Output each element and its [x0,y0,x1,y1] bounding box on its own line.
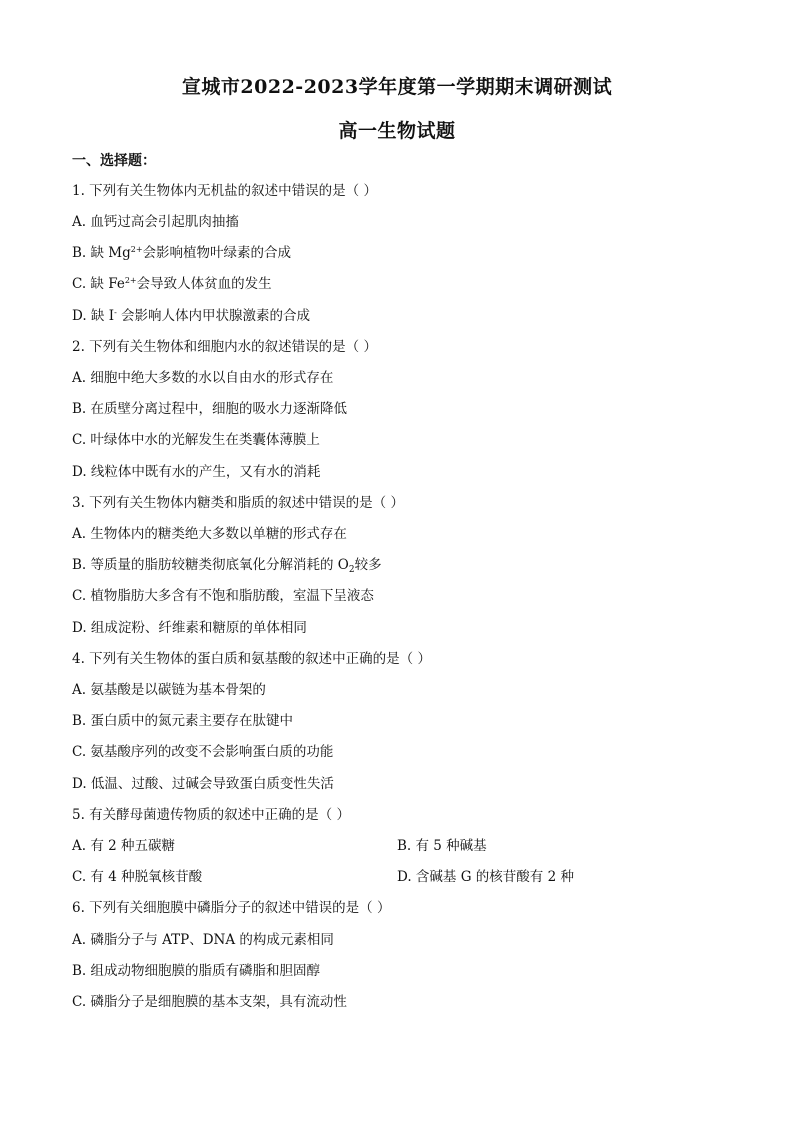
section-heading: 一、选择题： [72,153,156,169]
question-4-stem: 4. 下列有关生物体的蛋白质和氨基酸的叙述中正确的是（ ） [72,651,431,667]
question-5-stem: 5. 有关酵母菌遗传物质的叙述中正确的是（ ） [72,807,350,823]
question-4-option-d: D. 低温、过酸、过碱会导致蛋白质变性失活 [72,776,334,792]
question-5-option-c: C. 有 4 种脱氧核苷酸 [72,869,203,885]
question-4-option-b: B. 蛋白质中的氮元素主要存在肽键中 [72,713,294,729]
question-3-option-d: D. 组成淀粉、纤维素和糖原的单体相同 [72,620,307,636]
question-6-option-b: B. 组成动物细胞膜的脂质有磷脂和胆固醇 [72,963,321,979]
question-6-stem: 6. 下列有关细胞膜中磷脂分子的叙述中错误的是（ ） [72,900,391,916]
question-3-stem: 3. 下列有关生物体内糖类和脂质的叙述中错误的是（ ） [72,495,404,511]
question-1-stem: 1. 下列有关生物体内无机盐的叙述中错误的是（ ） [72,183,377,199]
question-1-option-b: B. 缺 $Mg^{2+}$会影响植物叶绿素的合成 [72,245,292,261]
question-2-option-d: D. 线粒体中既有水的产生，又有水的消耗 [72,464,321,480]
question-5-option-d: D. 含碱基 G 的核苷酸有 2 种 [397,869,574,885]
exam-subtitle: 高一生物试题 [338,120,456,142]
question-3-option-a: A. 生物体内的糖类绝大多数以单糖的形式存在 [72,526,347,542]
question-1-option-c: C. 缺 $Fe^{2+}$会导致人体贫血的发生 [72,276,272,292]
question-5-option-b: B. 有 5 种碱基 [397,838,487,854]
question-5-option-a: A. 有 2 种五碳糖 [72,838,176,854]
exam-title: 宣城市2022-2023学年度第一学期期末调研测试 [181,76,613,98]
question-3-option-b: B. 等质量的脂肪较糖类彻底氧化分解消耗的 $O_2$较多 [72,557,382,575]
question-1-option-a: A. 血钙过高会引起肌肉抽搐 [72,214,239,230]
question-4-option-c: C. 氨基酸序列的改变不会影响蛋白质的功能 [72,744,334,760]
question-2-option-a: A. 细胞中绝大多数的水以自由水的形式存在 [72,370,334,386]
question-6-option-a: A. 磷脂分子与 ATP、DNA 的构成元素相同 [72,932,334,948]
question-6-option-c: C. 磷脂分子是细胞膜的基本支架，具有流动性 [72,994,347,1010]
question-2-option-b: B. 在质壁分离过程中，细胞的吸水力逐渐降低 [72,401,348,417]
question-3-option-c: C. 植物脂肪大多含有不饱和脂肪酸，室温下呈液态 [72,588,374,604]
question-4-option-a: A. 氨基酸是以碳链为基本骨架的 [72,682,266,698]
question-2-option-c: C. 叶绿体中水的光解发生在类囊体薄膜上 [72,432,320,448]
question-2-stem: 2. 下列有关生物体和细胞内水的叙述错误的是（ ） [72,339,377,355]
question-1-option-d: D. 缺 I- 会影响人体内甲状腺激素的合成 [72,308,311,324]
